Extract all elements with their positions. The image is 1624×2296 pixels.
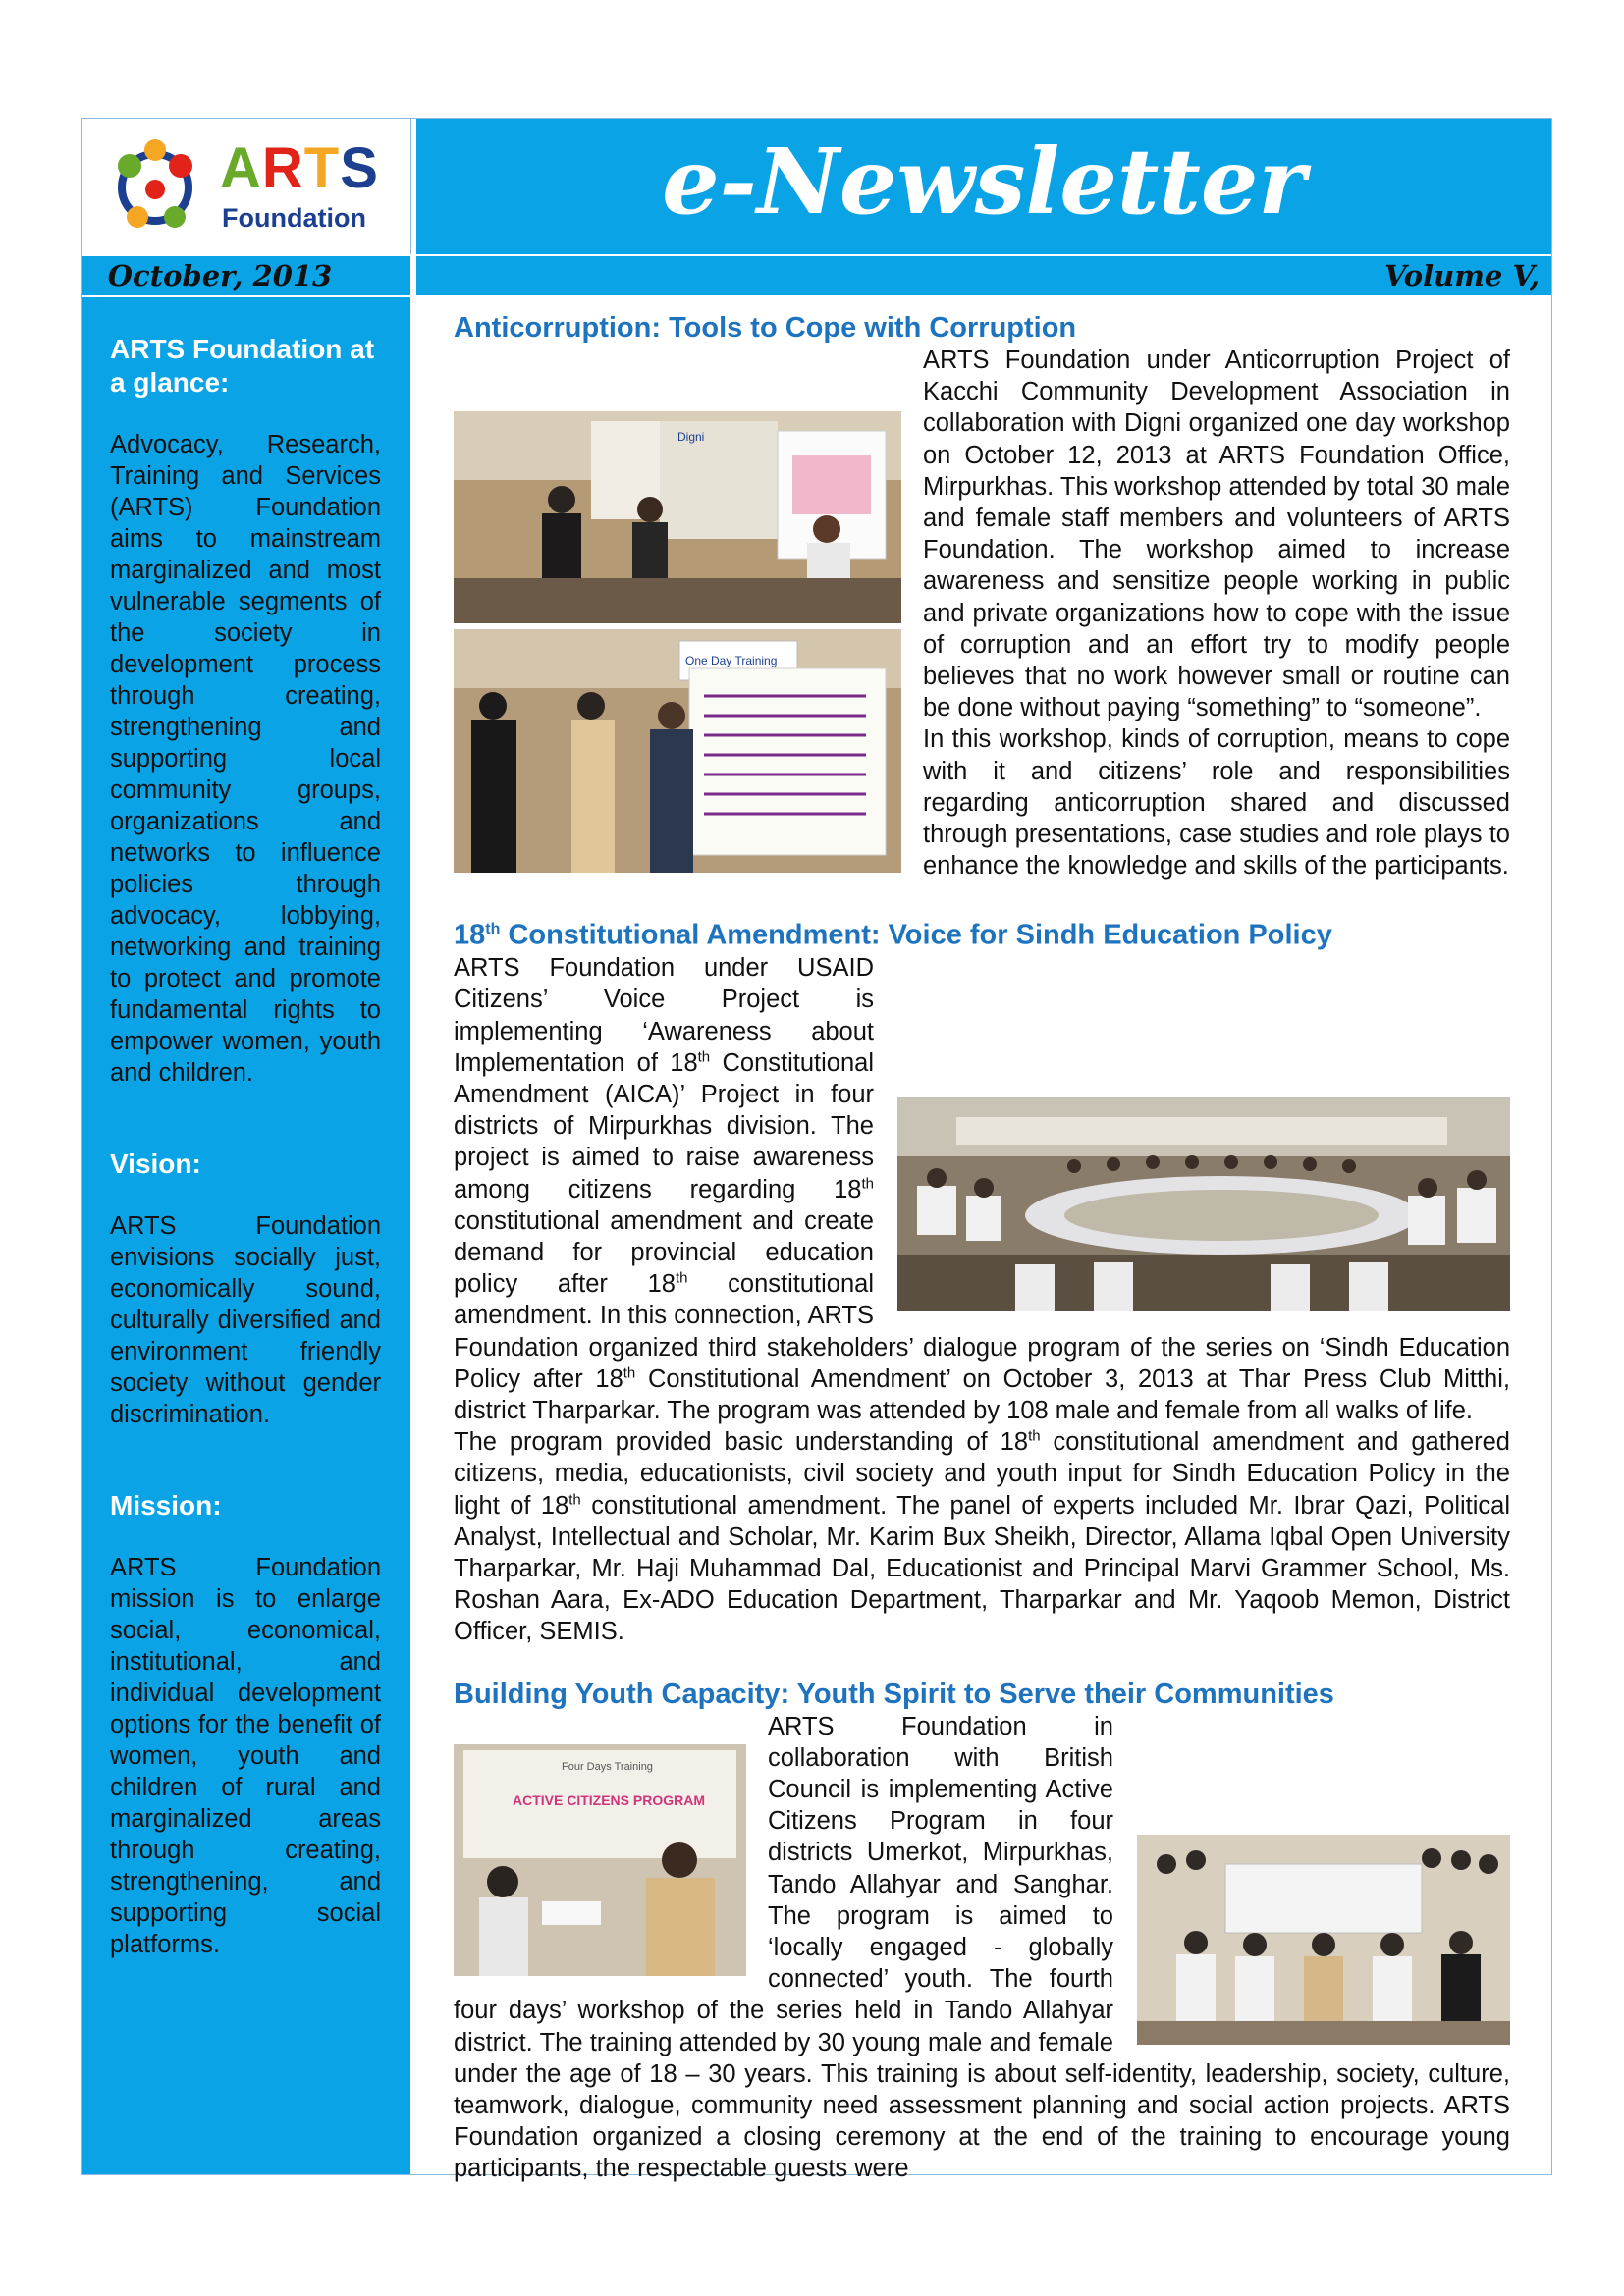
a2-p2-text-3: constitutional amendment. The panel of experts included Mr. Ibrar Qazi, Political Analyst, Intellectual and Scholar, Mr. Karim Bux Sheikh, Director, Allama Iqbal Open University Tharparkar, Mr. Haji Muhammad Dal, Educationist and Principal Marvi Grammer School, Ms. Roshan Aara, Ex-ADO Education Department, Tharparkar and Mr. Yaqoob Memon, District Officer, SEMIS. [454, 1491, 1510, 1646]
article-3-paragraph: ARTS Foundation in collaboration with British Council is implementing Active Citizens Program in four districts Umerkot, Mirpurkhas, Tando Allahyar and Sanghar. The program is aimed to ‘locally engaged - globally connected’ youth. The fourth four days’ workshop of the series held in Tando Allahyar district. The training attended by 30 young male and female under the age of 18 – 30 years. This training is about self-identity, leadership, society, culture, teamwork, dialogue, community need assessment planning and social action projects. ARTS Foundation organized a closing ceremony at the end of the training to encourage young participants, the respectable guests were [454, 1712, 1510, 2183]
article-anticorruption [454, 311, 1510, 881]
heading-text: Constitutional Amendment: Voice for Sindh Education Policy [500, 920, 1332, 952]
a2-text-1: ARTS Foundation under USAID Citizens’ Voice Project is implementing ‘Awareness about Implementation of 18 [454, 954, 874, 1077]
certificate-photo-wrap [454, 1744, 746, 1976]
logo-subtitle: Foundation [222, 203, 366, 233]
workshop-photos [454, 411, 901, 873]
article-paragraph-2: In this workshop, kinds of corruption, means to cope with it and citizens’ role and responsibilities regarding anticorruption shared and discussed through presentations, case studies and role plays to enhance the knowledge and skills of the participants. [923, 725, 1510, 881]
newsletter-page [81, 118, 1552, 2183]
dialogue-photo [897, 1097, 1510, 1311]
photo-banner-text-2: One Day Training [685, 654, 778, 667]
vision-heading: Vision: [110, 1148, 201, 1179]
volume-strip [416, 256, 1551, 295]
a2-text-4: constitutional amendment. In this connection, ARTS Foundation organized third stakeholders’ dialogue program of the series on ‘Sindh Education Policy after 18 [454, 1270, 1510, 1393]
a2-text-5: Constitutional Amendment’ on October 3, 2013 at Thar Press Club Mitthi, district Tharparkar. The program was attended by 108 male and female from all walks of life. [454, 1364, 1510, 1424]
logo-area [82, 119, 411, 254]
group-photo-wrap [1137, 1835, 1510, 2050]
article-2-paragraph-1 [454, 952, 1510, 1426]
group-photo [1137, 1835, 1510, 2045]
sup-4: th [623, 1364, 636, 1382]
mission-heading: Mission: [110, 1490, 222, 1521]
title-banner [416, 119, 1551, 254]
newsletter-title: e-Newsletter [662, 129, 1306, 235]
vision-text: ARTS Foundation envisions socially just, economically sound, culturally diversified and environment friendly society without gender discrimination. [110, 1212, 381, 1428]
issue-volume: Volume V, [1383, 259, 1540, 293]
glance-heading: ARTS Foundation at a glance: [110, 334, 375, 398]
issue-date: October, 2013 [107, 259, 333, 293]
main-content [454, 311, 1510, 2185]
heading-number: 18 [454, 920, 486, 952]
a2-text-2: Constitutional Amendment (AICA)’ Project in four districts of Mirpurkhas division. The project is aimed to raise awareness among citizens regarding 18 [454, 1048, 874, 1203]
a2-p2-text-1: The program provided basic understanding of 18 [454, 1428, 1029, 1457]
sup-6: th [568, 1491, 581, 1509]
heading-sup: th [485, 921, 501, 938]
sup-3: th [675, 1269, 688, 1287]
article-heading-3: Building Youth Capacity: Youth Spirit to Serve their Communities [454, 1678, 1334, 1710]
glance-text: Advocacy, Research, Training and Services (ARTS) Foundation aims to mainstream marginalized and most vulnerable segments of the society in development process through creating, strengthening and supporting local community groups, organizations and networks to influence policies through advocacy, lobbying, networking and training to protect and promote fundamental rights to empower women, youth and children. [110, 431, 381, 1087]
certificate-photo [454, 1744, 746, 1976]
article-youth-capacity [454, 1678, 1510, 2185]
dialogue-photo-wrap [897, 1097, 1510, 1319]
article-heading-2 [454, 913, 1510, 952]
article-2-paragraph-2 [454, 1426, 1510, 1647]
workshop-photo-stack [454, 411, 901, 873]
mission-text: ARTS Foundation mission is to enlarge social, economical, institutional, and individual development options for the benefit of women, youth and children of rural and marginalized areas through creating, strengthening, and supporting social platforms. [110, 1554, 381, 1958]
article-paragraph-1: ARTS Foundation under Anticorruption Project of Kacchi Community Development Association in collaboration with Digni organized one day workshop on October 12, 2013 at ARTS Foundation Office, Mirpurkhas. This workshop attended by total 30 male and female staff members and volunteers of ARTS Foundation. The workshop aimed to increase awareness and sensitize people working in public and private organizations how to cope with the issue of corruption and an effort try to modify people believes that no work however small or routine can be done without paying “something” to “someone”. [923, 347, 1510, 722]
logo-wordmark: ARTS [220, 136, 379, 200]
a2-p2-text-2: constitutional amendment and gathered citizens, media, educationists, civil society and youth input for Sindh Education Policy in the light of 18 [454, 1428, 1510, 1520]
photo-banner-text-4: Four Days Training [562, 1760, 653, 1773]
photo-banner-text: Digni [677, 430, 705, 444]
sup-5: th [1028, 1427, 1041, 1445]
sidebar [82, 297, 410, 2174]
photo-banner-sub: ACTIVE CITIZENS PROGRAM [513, 1791, 706, 1808]
sup-1: th [697, 1048, 711, 1066]
article-constitutional-amendment [454, 913, 1510, 1647]
date-strip [82, 256, 410, 295]
arts-logo-icon [108, 131, 202, 239]
sup-2: th [861, 1175, 874, 1193]
a2-text-3: constitutional amendment and create demand for provincial education policy after 18 [454, 1206, 874, 1299]
article-heading: Anticorruption: Tools to Cope with Corruption [454, 312, 1077, 344]
